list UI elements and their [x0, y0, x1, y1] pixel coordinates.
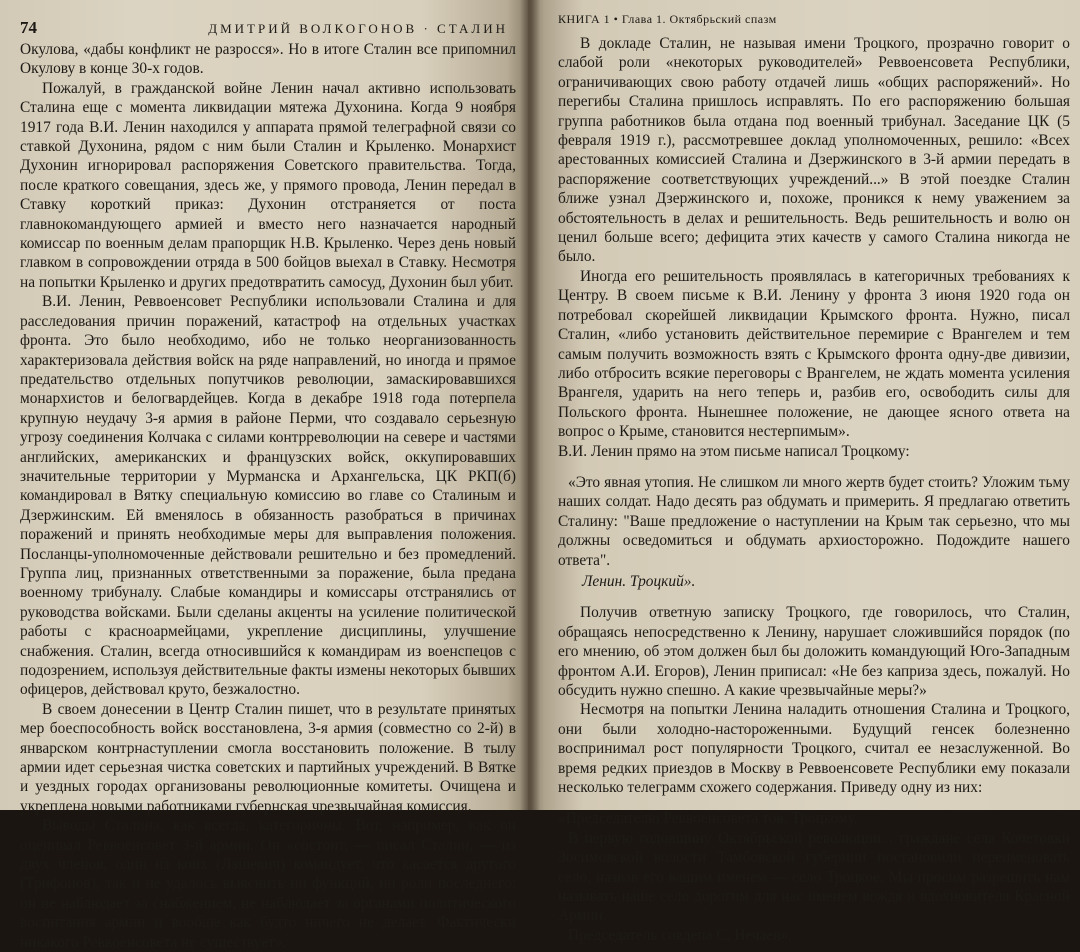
telegram-quote [558, 809, 1070, 945]
paragraph: Несмотря на попытки Ленина наладить отношения Сталина и Троцкого, они были холодно-настороженными. Будущий генсек болезненно воспринимал рост популярности Троцкого, считал ее незаслуженной. Во время редких приездов в Москву в Реввоенсовете Республики ему показали несколько телеграмм схожего содержания. Приведу одну из них: [558, 701, 1070, 797]
right-running-head [558, 12, 1070, 34]
telegram-signature: Председатель совдепа С. Нечаев». [568, 926, 793, 944]
paragraph: В.И. Ленин, Реввоенсовет Республики использовали Сталина и для расследования причин поражений, катастроф на отдельных участках фронта. Это было необходимо, ибо не только неорганизованность характеризовала действия войск на ряде направлений, но иногда и прямое предательство отдельных попутчиков революции, замаскировавшихся монархистов и белогвардейцев. Когда в декабре 1918 года потерпела крупную неудачу 3-я армия в районе Перми, что создавало серьезную угрозу соединения Колчака с силами контрреволюции на севере и частями английских, американских и французских войск, оккупировавших значительные территории у Мурманска и Архангельска, ЦК РКП(б) командировал в Вятку специальную комиссию во главе со Сталиным и Дзержинским. Ей вменялось в обязанность разобраться в причинах поражений и принять необходимые меры для выправления положения. Посланцы-уполномоченные действовали решительно и без промедлений. Группа лиц, признанных ответственными за поражение, была предана военному трибуналу. Слабые командиры и комиссары отстранялись от руководства войсками. Были сделаны акценты на усиление политической работы с красноармейцами, укрепление дисциплины, улучшение снабжения. Сталин, всегда относившийся к командирам из военспецов с подозрением, используя действительные факты измены некоторых бывших офицеров, действовал круто, безжалостно. [20, 293, 516, 699]
quote-text: «Это явная утопия. Не слишком ли много жертв будет стоить? Уложим тьму наших солдат. Надо десять раз обдумать и примерить. Я предлагаю ответить Сталину: "Ваше предложение о наступлении на Крым так серьезно, что мы должны осведомиться и обдумать архиосторожно. Подождите нашего ответа". [558, 473, 1070, 569]
paragraph: В своем донесении в Центр Сталин пишет, что в результате принятых мер боеспособность войск восстановлена, 3-я армия (совместно со 2-й) в январском контрнаступлении смогла восстановить положение. В тылу армии идет серьезная чистка советских и партийных учреждений. В Вятке и уездных городах организованы революционные комитеты. Очищена и укреплена новыми работниками губернская чрезвычайная комиссия. [20, 700, 516, 815]
left-page-body [20, 40, 516, 952]
book-chapter-header: КНИГА 1 • Глава 1. Октябрьский спазм [558, 12, 777, 26]
author-title-header: ДМИТРИЙ ВОЛКОГОНОВ · СТАЛИН [208, 21, 508, 36]
paragraph: В.И. Ленин прямо на этом письме написал Троцкому: [558, 442, 910, 460]
telegram-address: «Председателю Реввоенсовета тов. Троцкому. [558, 810, 858, 828]
lenin-note-quote [558, 473, 1070, 591]
quote-signature: Ленин. Троцкий». [582, 572, 696, 590]
telegram-text: В первую годовщину Октябрьской революции... граждане села Кочетовки Зосимовской волости Тамбовской губернии постановили переименовать село, назвав его вашим именем — село Троцкое. Мы просим разрешить нам называть наше село дорогим для нас именем вождя и вдохновителя Красной Армии. [558, 829, 1070, 925]
paragraph: В докладе Сталин, не называя имени Троцкого, прозрачно говорит о слабой роли «некоторых руководителей» Реввоенсовета Республики, ограничивающих свою работу отдачей лишь «общих распоряжений». Но перегибы Сталина пришлось исправлять. По его распоряжению большая группа работников была отдана под военный трибунал. Заседание ЦК (5 февраля 1919 г.), рассмотревшее доклад уполномоченных, решило: «Всех арестованных комиссией Сталина и Дзержинского в 3-й армии передать в распоряжение соответствующих учреждений...» В этой поездке Сталин ближе узнал Дзержинского и, похоже, проникся к нему уважением за обстоятельность в делах и решительность. Ведь решительность и волю он ценил больше всего; дефицита этих качеств у самого Сталина никогда не было. [558, 35, 1070, 266]
right-page [528, 0, 1080, 944]
page-number: 74 [20, 18, 37, 37]
left-page [0, 0, 528, 951]
paragraph: Иногда его решительность проявлялась в категоричных требованиях к Центру. В своем письме к В.И. Ленину у фронта 3 июня 1920 года он потребовал скорейшей ликвидации Крымского фронта. Нужно, писал Сталин, «либо установить действительное перемирие с Врангелем и тем самым получить возможность взять с Крымского фронта одну-две дивизии, либо отбросить всякие переговоры с Врангелем, не ждать момента усиления Врангеля, ударить на него теперь и, разбив его, освободить силы для Польского фронта. Нынешнее положение, не дающее ясного ответа на вопрос о Крыме, становится нестерпимым». [558, 267, 1070, 441]
paragraph: Выводы Сталина, как всегда, категоричны. Вот, например, как он оценивал Реввоенсовет 3-й армии. Он «состоит, — писал Сталин, — из двух членов, один из коих (Лашевич) командует, что касается другого (Трифонов), так и не удалось выяснить ни функций, ни роли последнего: он не наблюдает за снабжением, не наблюдает за органами политического воспитания армии и вообще как будто ничего не делает. Фактически никакого Реввоенсовета не существует». [20, 817, 516, 951]
right-page-body [558, 34, 1070, 945]
left-running-head [20, 18, 516, 40]
paragraph: Окулова, «дабы конфликт не разросся». Но в итоге Сталин все припомнил Окулову в конце 30-х годов. [20, 41, 516, 78]
paragraph: Получив ответную записку Троцкого, где говорилось, что Сталин, обращаясь непосредственно к Ленину, нарушает сложившийся порядок (по его мнению, об этом должен был бы доложить командующий Юго-Западным фронтом А.И. Егоров), Ленин приписал: «Не без каприза здесь, пожалуй. Но обсудить нужно спешно. А какие чрезвычайные меры?» [558, 604, 1070, 699]
paragraph: Пожалуй, в гражданской войне Ленин начал активно использовать Сталина еще с момента ликвидации мятежа Духонина. Когда 9 ноября 1917 года В.И. Ленин находился у аппарата прямой телеграфной связи со ставкой Духонина, рядом с ним были Сталин и Крыленко. Монархист Духонин игнорировал распоряжения Советского правительства. Тогда, после краткого совещания, здесь же, у прямого провода, Ленин передал в Ставку короткий приказ: Духонин отстраняется от поста главнокомандующего армией и вместо него назначается народный комиссар по военным делам прапорщик Н.В. Крыленко. Через день новый главком в сопровождении отряда в 500 бойцов выехал в Ставку. Несмотря на попытки Крыленко и других предотвратить самосуд, Духонин был убит. [20, 79, 516, 291]
